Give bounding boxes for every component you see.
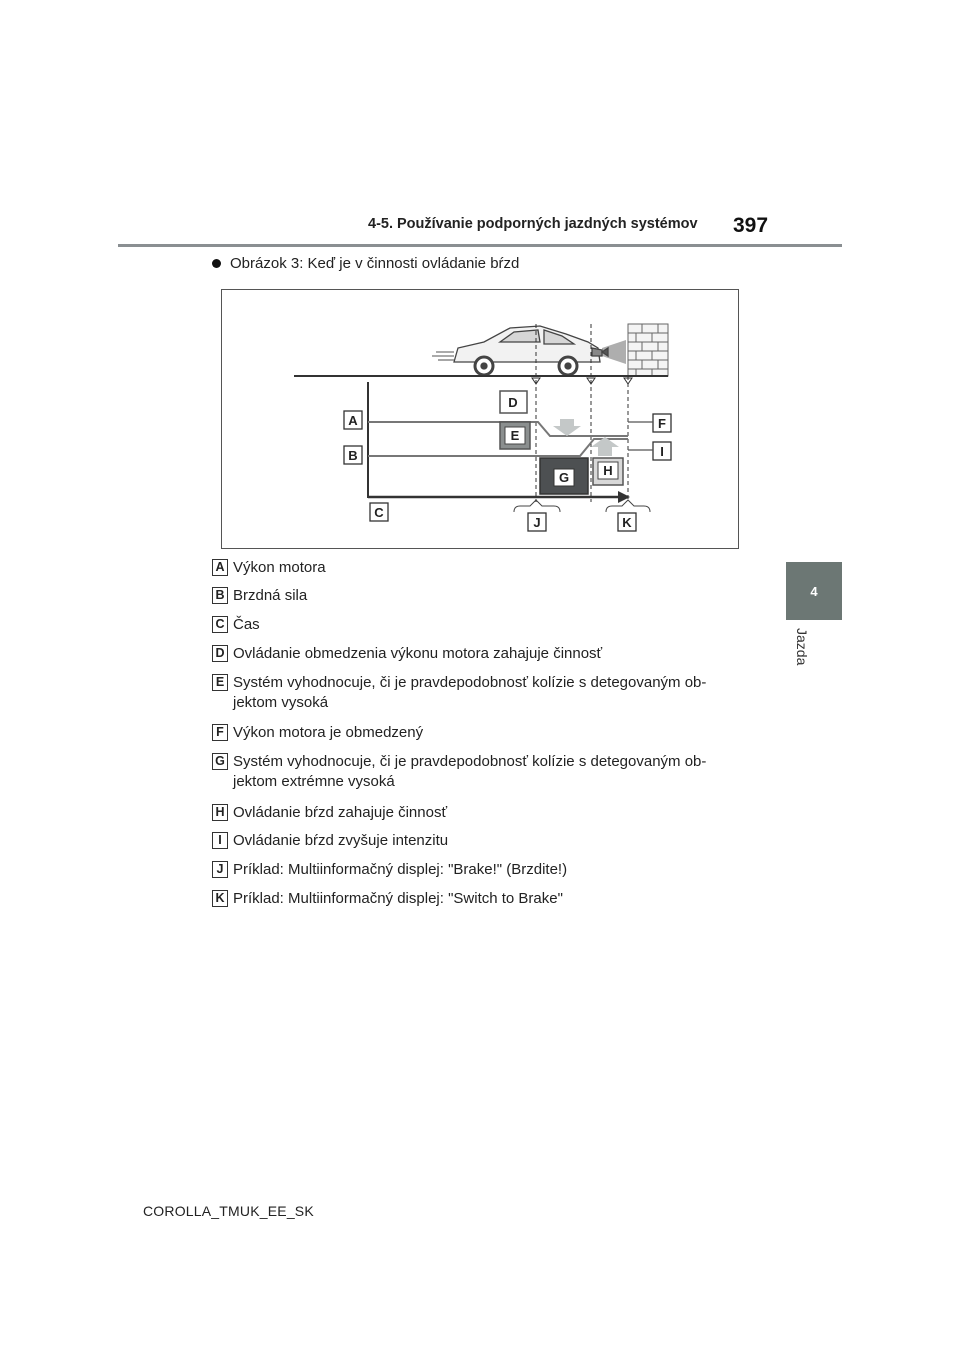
figure-caption-text: Obrázok 3: Keď je v činnosti ovládanie bŕzd xyxy=(230,255,520,272)
label-a: A xyxy=(348,413,358,428)
legend-item xyxy=(212,586,752,606)
brake-control-diagram xyxy=(221,289,739,549)
legend-key: H xyxy=(212,804,228,821)
legend-key: K xyxy=(212,890,228,907)
label-b: B xyxy=(348,448,358,463)
legend-item xyxy=(212,803,752,823)
legend-item xyxy=(212,673,752,713)
legend-text: Výkon motora je obmedzený xyxy=(233,724,424,741)
legend-item xyxy=(212,644,752,664)
legend-item xyxy=(212,889,752,909)
document-code: COROLLA_TMUK_EE_SK xyxy=(143,1203,314,1219)
section-title: 4-5. Používanie podporných jazdných systémov xyxy=(368,216,698,232)
down-arrow-icon xyxy=(553,419,581,436)
time-axis-arrow-icon xyxy=(618,491,630,503)
legend-item xyxy=(212,860,752,880)
event-markers xyxy=(532,378,632,384)
legend-item xyxy=(212,831,752,851)
label-i: I xyxy=(660,444,664,459)
legend-text: Systém vyhodnocuje, či je pravdepodobnosť kolízie s detegovaným ob- jektom vysoká xyxy=(233,674,707,711)
legend-text: Čas xyxy=(233,616,260,633)
label-g: G xyxy=(558,470,570,485)
label-f: F xyxy=(658,416,666,431)
car-icon xyxy=(432,326,608,375)
legend-key: G xyxy=(212,753,228,770)
chapter-tab-label: Jazda xyxy=(794,628,810,666)
label-h: H xyxy=(603,463,613,478)
bullet-dot-icon xyxy=(212,259,221,268)
legend-text: Ovládanie bŕzd zvyšuje intenzitu xyxy=(233,832,449,849)
label-d: D xyxy=(508,395,518,410)
legend-item xyxy=(212,558,752,578)
legend-text: Príklad: Multiinformačný displej: "Switch to Brake" xyxy=(233,890,563,907)
legend-key: A xyxy=(212,559,228,576)
figure-caption xyxy=(212,255,519,272)
label-j: J xyxy=(533,515,541,530)
legend-key: C xyxy=(212,616,228,633)
label-k: K xyxy=(622,515,632,530)
engine-output-line xyxy=(368,422,628,436)
legend-key: I xyxy=(212,832,228,849)
legend-key: B xyxy=(212,587,228,604)
legend-text: Systém vyhodnocuje, či je pravdepodobnosť kolízie s detegovaným ob- jektom extrémne vysoká xyxy=(233,753,707,790)
legend-key: J xyxy=(212,861,228,878)
legend-item xyxy=(212,752,752,792)
chapter-tab-number: 4 xyxy=(810,584,818,599)
header-divider xyxy=(118,244,842,247)
page-number: 397 xyxy=(733,214,769,237)
braking-force-line xyxy=(368,439,628,456)
legend-text: Ovládanie obmedzenia výkonu motora zahajuje činnosť xyxy=(233,645,603,662)
legend-key: E xyxy=(212,674,228,691)
label-c: C xyxy=(374,505,384,520)
legend-text: Brzdná sila xyxy=(233,587,308,604)
legend-text: Ovládanie bŕzd zahajuje činnosť xyxy=(233,804,448,821)
legend-text: Príklad: Multiinformačný displej: "Brake!" (Brzdite!) xyxy=(233,861,568,878)
legend-item xyxy=(212,723,752,743)
legend-key: F xyxy=(212,724,228,741)
brick-wall-icon xyxy=(628,324,668,376)
bracket-k xyxy=(606,500,650,512)
legend-item xyxy=(212,615,752,635)
legend-text: Výkon motora xyxy=(233,559,326,576)
bracket-j xyxy=(514,500,560,512)
legend-key: D xyxy=(212,645,228,662)
label-e: E xyxy=(510,428,520,443)
